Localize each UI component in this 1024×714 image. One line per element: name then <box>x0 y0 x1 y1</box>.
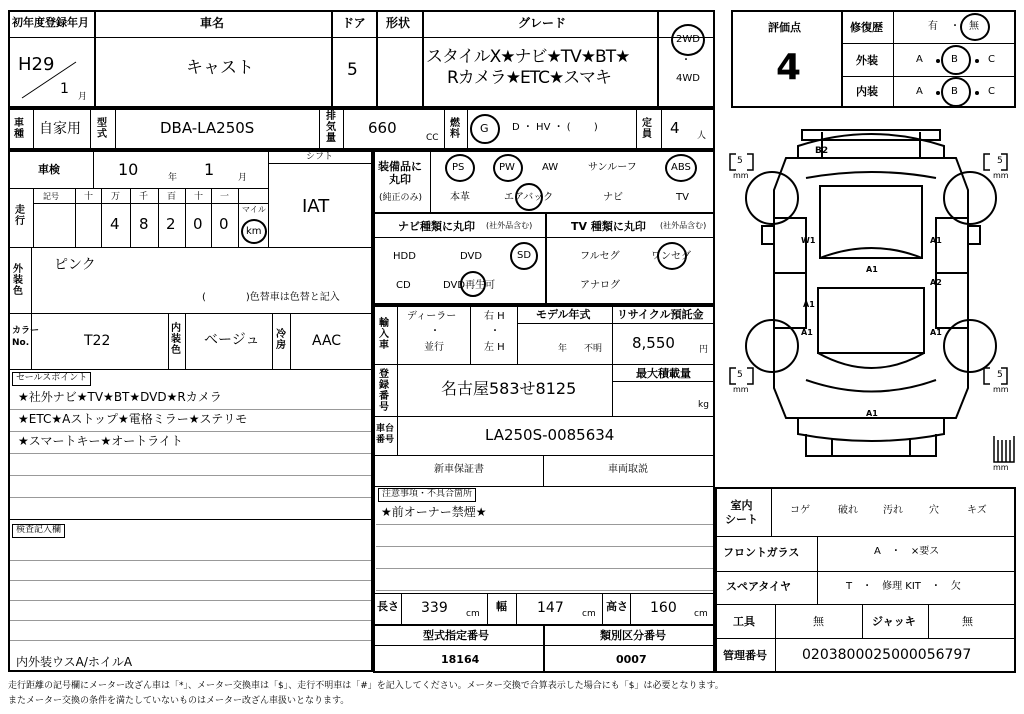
new-car-warranty: 新車保証書 <box>434 464 484 475</box>
int-dot-2 <box>975 91 979 95</box>
mileage-digit-5: 0 <box>219 215 229 233</box>
damage-a1-fr: A1 <box>930 236 942 245</box>
width-unit: cm <box>582 609 596 619</box>
tread-rl-unit: mm <box>733 385 749 394</box>
car-name-label: 車名 <box>200 16 225 30</box>
tire-front-right <box>944 172 996 224</box>
color-no: T22 <box>84 333 111 349</box>
import-label: 輸 入 車 <box>379 318 389 351</box>
ext-dot-2 <box>975 59 979 63</box>
grade-line-1: スタイルX★ナビ★TV★BT★ <box>426 47 630 67</box>
shift-value: IAT <box>302 196 330 217</box>
sales-line-1: ★社外ナビ★TV★BT★DVD★Rカメラ <box>18 390 222 404</box>
grade-label: グレード <box>518 16 567 30</box>
sales-point-tag: セールスポイント <box>12 372 91 386</box>
type-no-label: 型式指定番号 <box>423 629 489 642</box>
ac-label: 冷 房 <box>276 329 286 351</box>
sales-line-2: ★ETC★Aストップ★電格ミラー★ステリモ <box>18 412 248 426</box>
diagram-mirror-right <box>968 226 980 244</box>
sales-line-3: ★スマートキー★オートライト <box>18 434 183 448</box>
reg-year-label: 初年度登録年月 <box>12 16 89 29</box>
damage-a1-rear: A1 <box>866 409 878 418</box>
repair-no: 無 <box>969 21 979 32</box>
use-label: 車 種 <box>14 118 24 140</box>
reg-month: 1 <box>60 81 69 97</box>
equip-tv: TV <box>676 192 689 203</box>
nav-sd: SD <box>517 250 532 261</box>
spare-value: T ・ 修理 KIT ・ 欠 <box>846 581 961 592</box>
footer-line-1: 走行距離の記号欄にメーター改ざん車は「*」、メーター交換車は「$」、走行不明車は「#」を記入してください。メーター交換で合算表示した場合にも「$」は必要となります。 <box>8 681 724 691</box>
shape-label: 形状 <box>386 16 411 30</box>
reg-no-label: 登 録 番 号 <box>379 369 389 413</box>
nav-dvd-playback: DVD再生可 <box>443 280 496 291</box>
fuel-label: 燃 料 <box>450 118 460 140</box>
tools-value: 無 <box>813 615 824 628</box>
length-value: 339 <box>421 600 448 616</box>
tv-fullseg: フルセグ <box>580 251 620 262</box>
digit-label-0: 十 <box>84 192 94 202</box>
fuel-g: G <box>480 122 489 135</box>
fuel-options: D ・ HV ・ ( ) <box>512 122 598 133</box>
exterior-label: 外装 <box>856 54 878 67</box>
import-dot: ・ <box>430 326 440 337</box>
class-no-label: 類別区分番号 <box>600 629 666 642</box>
int-color-label: 内 装 色 <box>171 323 181 356</box>
chassis-label: 車台 番号 <box>376 424 395 445</box>
int-grade-a: A <box>916 86 923 97</box>
tread-rr: 5 <box>997 370 1003 380</box>
drive-2wd: 2WD <box>676 34 700 45</box>
notes-line-1: ★前オーナー禁煙★ <box>381 505 487 519</box>
mile-label: マイル <box>242 205 266 214</box>
equip-navi: ナビ <box>603 192 623 203</box>
tire-rear-right <box>944 320 996 372</box>
int-color: ベージュ <box>204 332 260 348</box>
handle-dot: ・ <box>490 326 500 337</box>
capacity-value: 4 <box>670 119 680 137</box>
tread-fr-unit: mm <box>993 171 1009 180</box>
tread-spare-unit: mm <box>993 463 1009 472</box>
equip-ps: PS <box>452 162 465 173</box>
repair-yes: 有 <box>928 21 938 32</box>
handle-left: 左 H <box>484 342 505 353</box>
inspection-tag: 検査記入欄 <box>12 524 65 538</box>
mileage-digit-2: 8 <box>139 215 149 233</box>
damage-a1-rr: A1 <box>930 328 942 337</box>
model-year-label: モデル年式 <box>536 308 591 321</box>
model-label: 型 式 <box>97 118 107 140</box>
seat-dirt: 汚れ <box>883 505 903 516</box>
digit-label-5: 一 <box>220 192 230 202</box>
nav-dvd: DVD <box>460 251 483 262</box>
tv-analog: アナログ <box>580 280 620 291</box>
tire-front-left <box>746 172 798 224</box>
ext-grade-a: A <box>916 54 923 65</box>
notes-tag: 注意事項・不具合箇所 <box>378 488 476 502</box>
shaken-year: 10 <box>118 160 139 179</box>
color-no-label: カラー No. <box>12 326 40 348</box>
color-value: ピンク <box>54 257 96 273</box>
footer-line-2: またメーター交換の条件を満たしていないものはメーター改ざん車扱いとなります。 <box>8 696 350 706</box>
height-unit: cm <box>694 609 708 619</box>
shaken-year-unit: 年 <box>168 173 178 183</box>
tread-fl-unit: mm <box>733 171 749 180</box>
class-no: 0007 <box>616 653 647 666</box>
damage-a1-rl: A1 <box>801 328 813 337</box>
interior-label: 内装 <box>856 85 878 98</box>
score-label: 評価点 <box>768 21 801 34</box>
import-dealer: ディーラー <box>407 311 457 322</box>
mileage-label: 走 行 <box>15 205 25 227</box>
digit-label-2: 千 <box>139 192 149 202</box>
reg-month-unit: 月 <box>78 92 88 102</box>
damage-b2: B2 <box>815 146 829 156</box>
sales-lines <box>10 387 371 517</box>
doors: 5 <box>347 60 358 80</box>
drive-dot: ・ <box>681 55 691 66</box>
diagram-roof <box>818 288 924 353</box>
recycle-value: 8,550 <box>632 334 675 352</box>
int-grade-c: C <box>988 86 995 97</box>
jack-value: 無 <box>962 615 973 628</box>
ac-value: AAC <box>312 333 342 349</box>
tread-fr: 5 <box>997 156 1003 166</box>
mileage-digit-1: 4 <box>110 215 120 233</box>
model-value: DBA-LA250S <box>160 119 255 137</box>
digit-label-4: 十 <box>194 192 204 202</box>
car-damage-diagram <box>722 118 1020 483</box>
inspection-lines <box>10 540 371 650</box>
displacement-label: 排 気 量 <box>326 111 336 144</box>
chassis-value: LA250S-0085634 <box>485 426 615 444</box>
import-parallel: 並行 <box>424 342 444 353</box>
shaken-month-unit: 月 <box>238 173 248 183</box>
height-value: 160 <box>650 600 677 616</box>
mileage-digit-3: 2 <box>166 215 176 233</box>
tire-rear-left <box>746 320 798 372</box>
inspection-bottom: 内外装ウスA/ホイルA <box>16 655 133 669</box>
drive-4wd: 4WD <box>676 73 700 84</box>
seat-burn: コゲ <box>790 505 810 516</box>
type-no: 18164 <box>441 653 480 666</box>
displacement-unit: CC <box>426 133 439 143</box>
tread-rl: 5 <box>737 370 743 380</box>
displacement-value: 660 <box>368 119 397 137</box>
doors-label: ドア <box>342 16 366 30</box>
tread-rr-unit: mm <box>993 385 1009 394</box>
seat-scratch: キズ <box>967 505 987 516</box>
jack-label: ジャッキ <box>872 615 916 628</box>
km-unit: km <box>246 226 262 237</box>
height-label: 高さ <box>606 600 628 613</box>
spare-label: スペアタイヤ <box>726 580 792 593</box>
glass-label: フロントガラス <box>723 546 800 559</box>
nav-hdd: HDD <box>393 251 416 262</box>
width-label: 幅 <box>496 600 507 613</box>
capacity-unit: 人 <box>697 131 707 141</box>
tools-label: 工具 <box>733 615 755 628</box>
seat-label: 室内 シート <box>725 499 758 527</box>
damage-a1-ml: A1 <box>803 300 815 309</box>
reg-era: H29 <box>18 54 55 75</box>
reg-date-slash <box>20 56 80 101</box>
equipment-sub: (純正のみ) <box>379 193 423 203</box>
nav-cd: CD <box>396 280 411 291</box>
tv-type-head: TV 種類に丸印 <box>571 220 646 233</box>
shift-label: シフト <box>306 152 334 162</box>
equip-abs: ABS <box>671 162 691 173</box>
shaken-label: 車検 <box>38 163 60 176</box>
color-label: 外 装 色 <box>13 264 23 297</box>
repair-dot: ・ <box>950 21 960 32</box>
max-load-unit: kg <box>698 400 709 410</box>
int-grade-b: B <box>951 86 958 97</box>
ext-grade-b: B <box>951 54 958 65</box>
model-year-unit: 年 <box>558 344 568 354</box>
seat-tear: 破れ <box>838 505 858 516</box>
length-unit: cm <box>466 609 480 619</box>
damage-w1: W1 <box>801 236 816 245</box>
length-label: 長さ <box>377 600 399 613</box>
equip-sunroof: サンルーフ <box>588 162 637 173</box>
damage-a2: A2 <box>930 278 942 287</box>
equip-airbag: エアバック <box>504 192 554 203</box>
capacity-label: 定 員 <box>642 118 652 140</box>
ext-dot-1 <box>936 59 940 63</box>
diagram-rear-outer <box>798 418 944 441</box>
damage-a1-roof: A1 <box>866 265 878 274</box>
reg-no: 名古屋583せ8125 <box>441 379 577 398</box>
int-dot-1 <box>936 91 940 95</box>
use-value: 自家用 <box>39 121 81 137</box>
digit-label-1: 万 <box>111 192 121 202</box>
score-value: 4 <box>776 47 802 88</box>
glass-value: A ・ ×要ス <box>874 546 940 557</box>
mgmt-value: 0203800025000056797 <box>802 647 972 663</box>
vehicle-manual: 車両取説 <box>608 464 648 475</box>
grade-line-2: Rカメラ★ETC★スマキ <box>447 68 611 88</box>
car-name: キャスト <box>186 58 254 78</box>
recycle-unit: 円 <box>699 345 709 355</box>
tv-type-note: (社外品含む) <box>660 221 707 230</box>
mark-label: 記号 <box>43 192 59 201</box>
equip-leather: 本革 <box>450 192 470 203</box>
equipment-label: 装備品に 丸印 <box>378 160 422 187</box>
recycle-label: リサイクル預託金 <box>617 308 704 321</box>
repair-label: 修復歴 <box>850 21 883 34</box>
shaken-month: 1 <box>204 160 215 179</box>
seat-hole: 穴 <box>929 505 939 516</box>
diagram-mirror-left <box>762 226 774 244</box>
max-load-label: 最大積載量 <box>636 367 691 380</box>
nav-type-head: ナビ種類に丸印 <box>398 220 475 233</box>
nav-type-note: (社外品含む) <box>486 221 533 230</box>
tv-oneseg: ワンセグ <box>651 251 691 262</box>
mgmt-label: 管理番号 <box>723 649 767 662</box>
equip-aw: AW <box>542 162 559 173</box>
handle-right: 右 H <box>484 311 505 322</box>
digit-label-3: 百 <box>167 192 177 202</box>
equip-pw: PW <box>499 162 515 173</box>
ext-grade-c: C <box>988 54 995 65</box>
color-change-note: ( )色替車は色替と記入 <box>202 292 340 303</box>
tread-fl: 5 <box>737 156 743 166</box>
model-year-unknown: 不明 <box>584 344 603 354</box>
mileage-digit-4: 0 <box>193 215 203 233</box>
width-value: 147 <box>537 600 564 616</box>
